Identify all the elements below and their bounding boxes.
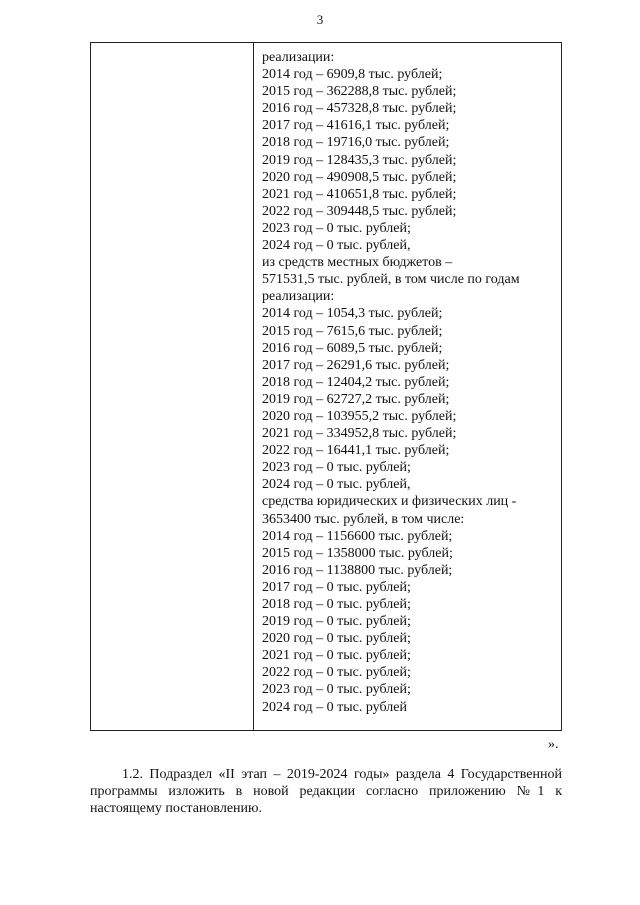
- table-text-line: 2019 год – 0 тыс. рублей;: [262, 614, 411, 630]
- table-text-line: реализации:: [262, 50, 335, 65]
- table-left-cell: [91, 43, 254, 730]
- funding-table: [90, 42, 562, 731]
- table-text-line: 2021 год – 334952,8 тыс. рублей;: [262, 426, 457, 442]
- table-text-line: 2020 год – 103955,2 тыс. рублей;: [262, 408, 457, 424]
- table-text-line: реализации:: [262, 289, 335, 305]
- table-text-line: 2023 год – 0 тыс. рублей;: [262, 460, 411, 476]
- table-text-line: 2022 год – 16441,1 тыс. рублей;: [262, 443, 450, 459]
- table-text-line: 2024 год – 0 тыс. рублей,: [262, 477, 411, 493]
- table-text-line: 2018 год – 12404,2 тыс. рублей;: [262, 374, 450, 390]
- table-text-line: 2018 год – 19716,0 тыс. рублей;: [262, 135, 450, 151]
- table-text-line: 2021 год – 410651,8 тыс. рублей;: [262, 186, 457, 202]
- table-text-line: 2020 год – 0 тыс. рублей;: [262, 631, 411, 647]
- table-text-line: 2014 год – 1054,3 тыс. рублей;: [262, 306, 443, 322]
- table-text-line: 2021 год – 0 тыс. рублей;: [262, 648, 411, 664]
- table-text-line: средства юридических и физических лиц -: [262, 494, 517, 510]
- table-text-line: 2023 год – 0 тыс. рублей;: [262, 220, 411, 236]
- table-text-line: 2022 год – 0 тыс. рублей;: [262, 665, 411, 681]
- table-text-line: из средств местных бюджетов –: [262, 255, 453, 271]
- table-text-line: 2022 год – 309448,5 тыс. рублей;: [262, 203, 457, 219]
- table-text-line: 2017 год – 26291,6 тыс. рублей;: [262, 357, 450, 373]
- table-text-line: 2015 год – 1358000 тыс. рублей;: [262, 545, 453, 561]
- table-text-line: 2018 год – 0 тыс. рублей;: [262, 597, 411, 612]
- table-text-line: 2016 год – 6089,5 тыс. рублей;: [262, 340, 443, 356]
- table-text-line: 2020 год – 490908,5 тыс. рублей;: [262, 169, 457, 185]
- table-right-cell: [254, 43, 561, 730]
- table-text-line: 2016 год – 457328,8 тыс. рублей;: [262, 101, 457, 117]
- table-text-line: 2017 год – 0 тыс. рублей;: [262, 579, 411, 595]
- table-text-line: 2024 год – 0 тыс. рублей,: [262, 238, 411, 254]
- table-text-line: 2019 год – 62727,2 тыс. рублей;: [262, 391, 450, 407]
- table-text-line: 2017 год – 41616,1 тыс. рублей;: [262, 118, 450, 134]
- table-text-line: 2024 год – 0 тыс. рублей: [262, 699, 407, 715]
- table-text-line: 3653400 тыс. рублей, в том числе:: [262, 511, 465, 527]
- table-text-line: 2023 год – 0 тыс. рублей;: [262, 682, 411, 698]
- table-text-line: 2019 год – 128435,3 тыс. рублей;: [262, 152, 457, 168]
- table-text-line: 2015 год – 7615,6 тыс. рублей;: [262, 323, 443, 339]
- table-text-line: 2016 год – 1138800 тыс. рублей;: [262, 562, 453, 578]
- closing-quote-mark: ».: [548, 737, 559, 752]
- table-text-line: 2014 год – 6909,8 тыс. рублей;: [262, 67, 443, 83]
- amendment-paragraph: 1.2. Подраздел «II этап – 2019-2024 годы» раздела 4 Государственной программы изложить в новой редакции согласно приложению №1 к настоящему постановлению.: [90, 767, 562, 816]
- table-text-line: 2014 год – 1156600 тыс. рублей;: [262, 528, 453, 544]
- page-number: 3: [316, 12, 324, 27]
- table-text-line: 2015 год – 362288,8 тыс. рублей;: [262, 84, 457, 100]
- table-text-line: 571531,5 тыс. рублей, в том числе по годам: [262, 272, 520, 288]
